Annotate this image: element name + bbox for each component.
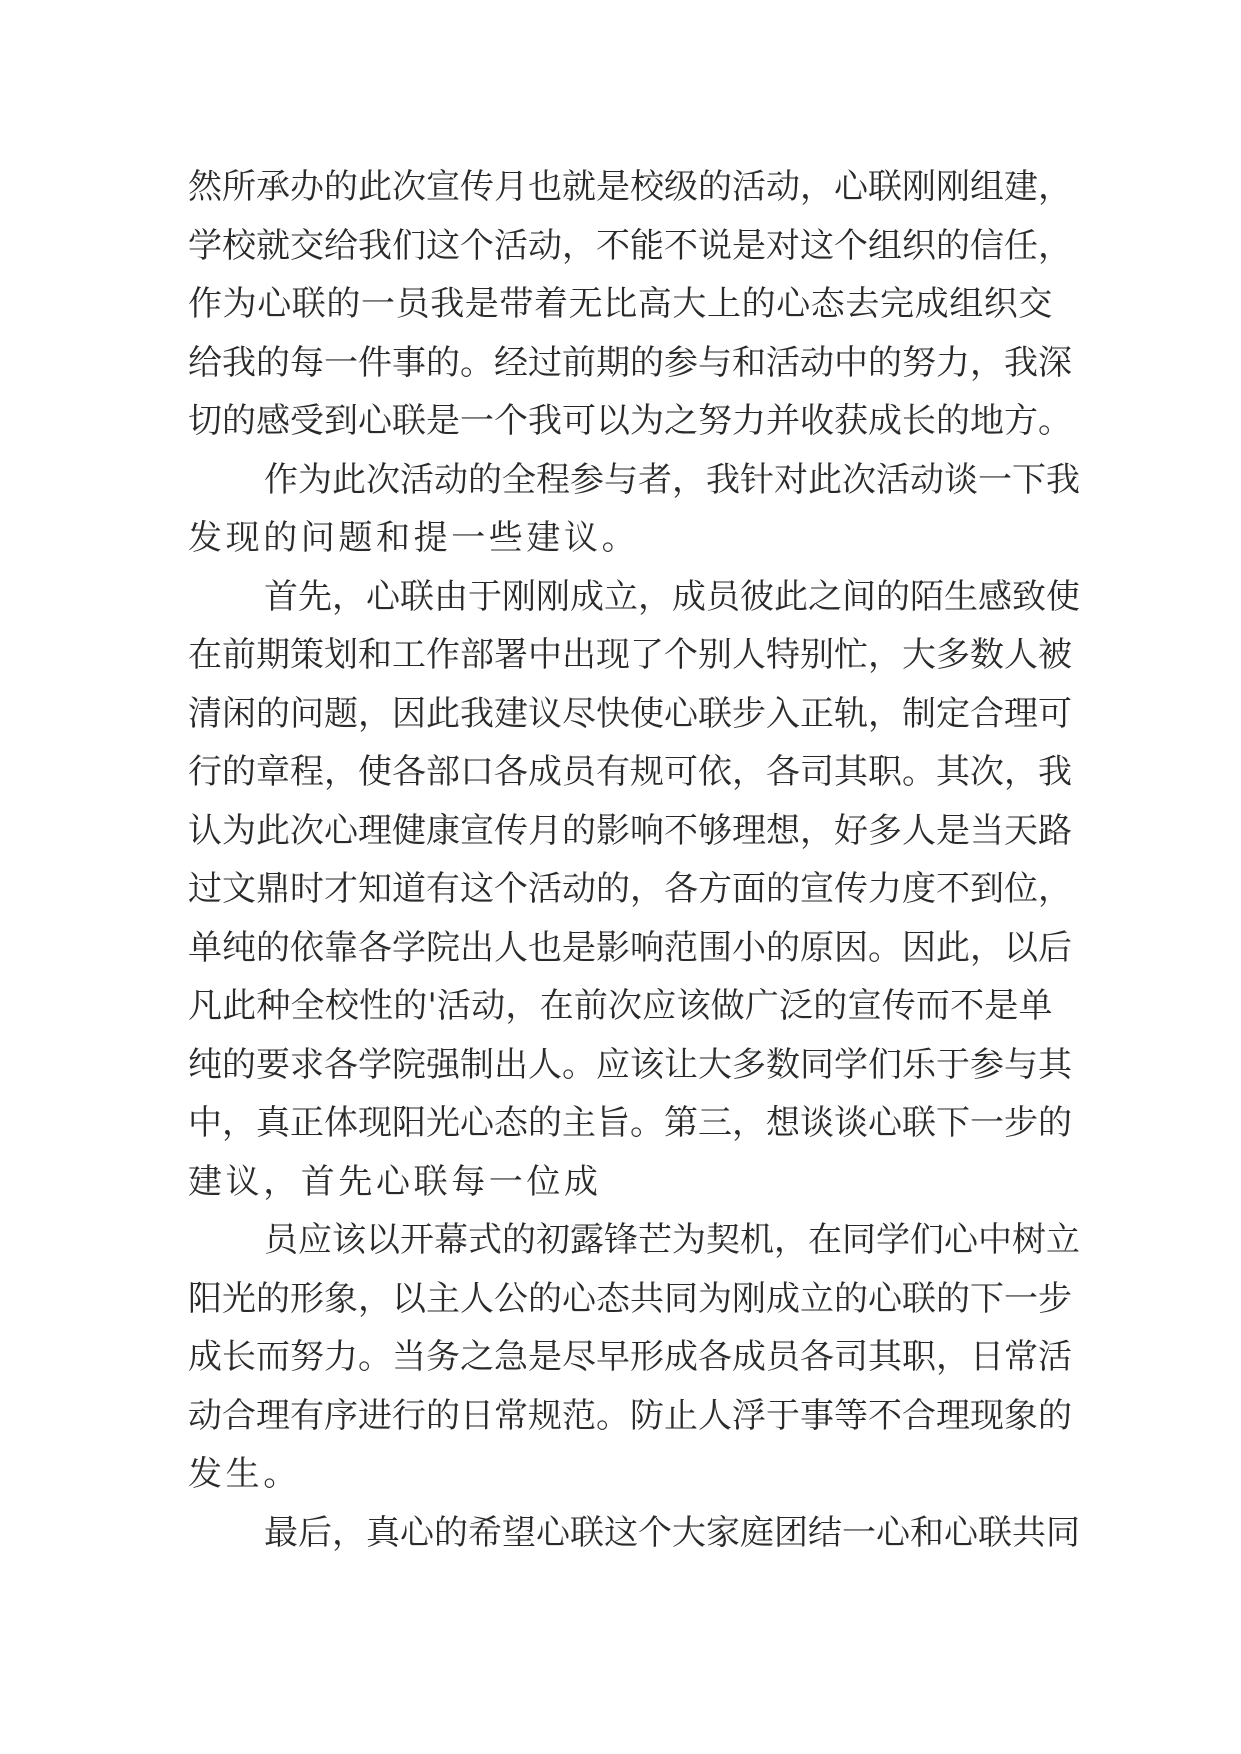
text-line: 动合理有序进行的日常规范。防止人浮于事等不合理现象的 [188,1395,1072,1436]
text-line: 然所承办的此次宣传月也就是校级的活动，心联刚刚组建， [188,167,1072,207]
text-line: 清闲的问题，因此我建议尽快使心联步入正轨，制定合理可 [188,693,1072,734]
text-line: 成长而努力。当务之急是尽早形成各成员各司其职，日常活 [188,1337,1072,1377]
text-line: 单纯的依靠各学院出人也是影响范围小的原因。因此，以后 [188,927,1072,968]
text-line: 阳光的形象，以主人公的心态共同为刚成立的心联的下一步 [188,1278,1072,1319]
paragraph-first-line: 员应该以开幕式的初露锋芒为契机，在同学们心中树立 [264,1220,1080,1260]
text-line: 过文鼎时才知道有这个活动的，各方面的宣传力度不到位， [188,869,1072,909]
text-line: 建议，首先心联每一位成 [188,1161,602,1202]
text-line: 凡此种全校性的'活动，在前次应该做广泛的宣传而不是单 [188,986,1053,1026]
text-line: 给我的每一件事的。经过前期的参与和活动中的努力，我深 [188,342,1072,383]
text-line: 切的感受到心联是一个我可以为之努力并收获成长的地方。 [188,401,1072,441]
text-line: 认为此次心理健康宣传月的影响不够理想，好多人是当天路 [188,810,1072,851]
text-line: 作为心联的一员我是带着无比高大上的心态去完成组织交 [188,284,1053,324]
text-line: 发现的问题和提一些建议。 [188,518,640,558]
text-line: 行的章程，使各部口各成员有规可依，各司其职。其次，我 [188,752,1072,792]
text-line: 纯的要求各学院强制出人。应该让大多数同学们乐于参与其 [188,1044,1072,1085]
text-line: 发生。 [188,1454,301,1494]
paragraph-first-line: 作为此次活动的全程参与者，我针对此次活动谈一下我 [264,459,1080,500]
paragraph-first-line: 首先，心联由于刚刚成立，成员彼此之间的陌生感致使 [264,576,1080,617]
text-line: 中，真正体现阳光心态的主旨。第三，想谈谈心联下一步的 [188,1103,1072,1143]
text-line: 学校就交给我们这个活动，不能不说是对这个组织的信任， [188,225,1072,266]
text-line: 在前期策划和工作部署中出现了个别人特别忙，大多数人被 [188,635,1072,675]
document-body [188,158,1080,1562]
paragraph-first-line: 最后，真心的希望心联这个大家庭团结一心和心联共同 [264,1512,1080,1553]
